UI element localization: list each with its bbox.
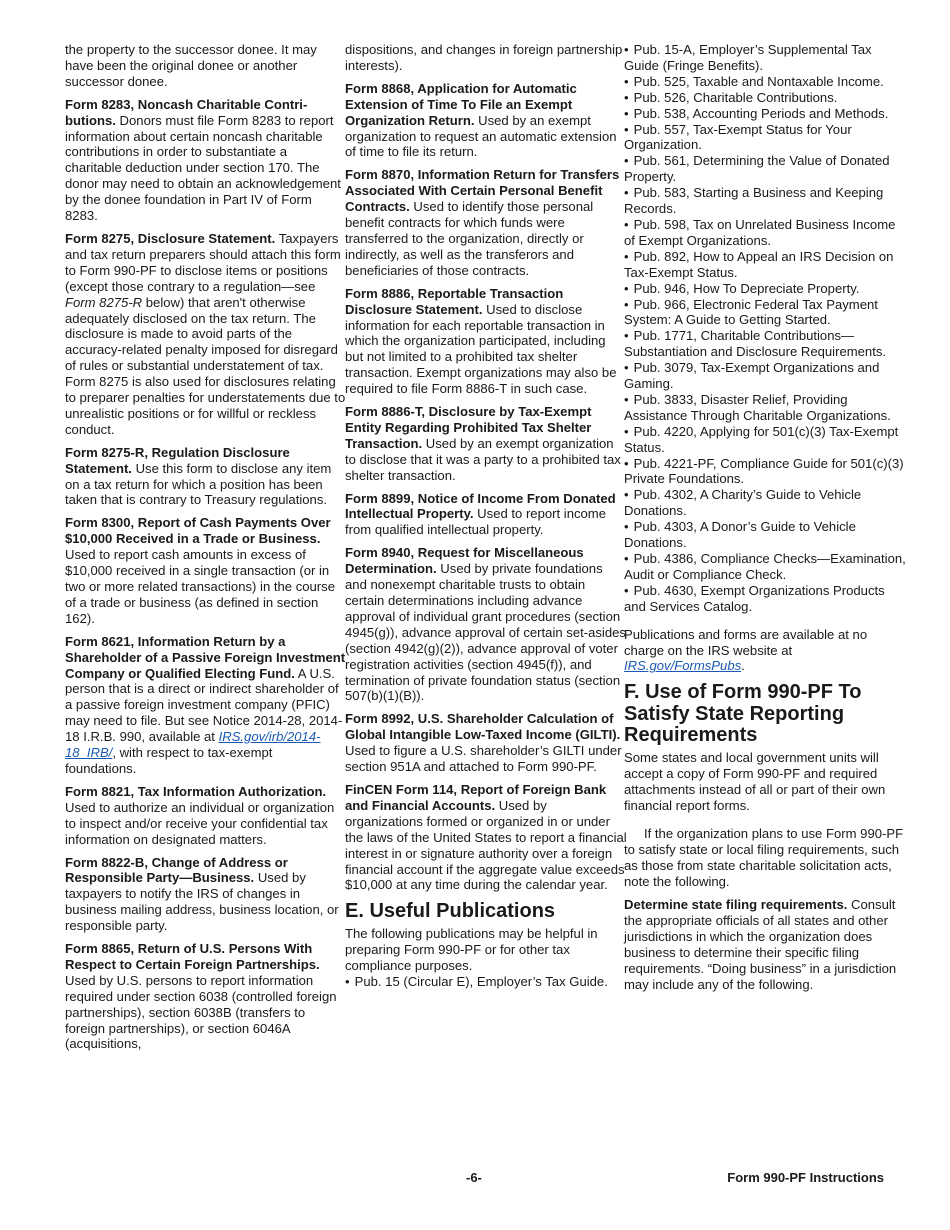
paragraph: dispositions, and changes in foreign partnership interests).	[345, 42, 623, 73]
entry-form-8886-t	[345, 404, 627, 484]
entry-title: Form 8821, Tax Information Authorization.	[65, 783, 327, 799]
column-2	[345, 42, 627, 989]
entry-title: Form 8283, Noncash Charitable Contributions.	[65, 96, 308, 128]
publication-item: • Pub. 557, Tax-Exempt Status for Your Organization.	[624, 122, 906, 154]
publication-item: • Pub. 4303, A Donor’s Guide to Vehicle Donations.	[624, 519, 906, 551]
entry-title: Form 8865, Return of U.S. Persons With Respect to Certain Foreign Partnerships.	[65, 941, 320, 972]
entry-body: Used by U.S. persons to report information required under section 6038 (controlled foreign partnerships), section 6038B (transfers to foreign partnerships), or section 6046A (acquisitions,	[65, 972, 337, 1052]
text: .	[741, 658, 745, 674]
entry-body: Used to authorize an individual or organization to inspect and/or receive your confidential tax information on designated matters.	[65, 799, 335, 847]
entry-title: Form 8868, Application for Automatic Extension of Time To File an Exempt Organization Return.	[345, 80, 577, 128]
entry-body: Taxpayers and tax return preparers should attach this form to Form 990-PF to disclose items or positions (except those contrary to a regulation—see	[65, 230, 341, 294]
entry-title: Form 8870, Information Return for Transfers Associated With Certain Personal Benefit Contracts.	[345, 167, 620, 215]
entry-form-8300	[65, 515, 347, 626]
footer-form-name: Form 990-PF Instructions	[727, 1170, 884, 1185]
section-heading-f: F. Use of Form 990-PF To Satisfy State Reporting Requirements	[624, 681, 862, 747]
publication-item: • Pub. 966, Electronic Federal Tax Payment System: A Guide to Getting Started.	[624, 297, 906, 329]
entry-title: FinCEN Form 114, Report of Foreign Bank and Financial Accounts.	[345, 781, 607, 813]
entry-form-8886	[345, 286, 627, 397]
publication-list	[624, 42, 906, 615]
entry-form-8621	[65, 634, 347, 777]
forms-pubs-link[interactable]: IRS.gov/FormsPubs	[624, 658, 742, 674]
entry-body: Donors must file Form 8283 to report information about certain noncash charitable contributions in order to substantiate a charitable deduction under section 170. The donor may need to obtain an acknowledgement by the donee foundation in Part IV of Form 8283.	[65, 112, 341, 224]
entry-form-8283	[65, 97, 347, 224]
entry-title: Form 8822-B, Change of Address or Responsible Party—Business.	[65, 854, 288, 886]
entry-title: Form 8886-T, Disclosure by Tax-Exempt Entity Regarding Prohibited Tax Shelter Transaction.	[345, 404, 592, 451]
paragraph: Some states and local government units will accept a copy of Form 990-PF and required attachments instead of all or part of their own financial report forms.	[624, 749, 886, 813]
entry-form-8940	[345, 545, 627, 704]
entry-title: Form 8300, Report of Cash Payments Over $10,000 Received in a Trade or Business.	[65, 515, 331, 547]
paragraph: If the organization plans to use Form 990-PF to satisfy state or local filing requirements, such as those from state charitable solicitation acts, note the following.	[624, 826, 904, 890]
entry-title: Form 8940, Request for Miscellaneous Determination.	[345, 545, 584, 577]
entry-fincen-114	[345, 782, 627, 893]
entry-form-8822-b	[65, 855, 347, 935]
publication-item: • Pub. 583, Starting a Business and Keeping Records.	[624, 185, 906, 217]
entry-body: Used by an exempt organization to request an automatic extension of time to file its return.	[345, 112, 617, 160]
publication-item: • Pub. 4386, Compliance Checks—Examination, Audit or Compliance Check.	[624, 551, 906, 583]
entry-body: A U.S. person that is a direct or indirect shareholder of a passive foreign investment company (PFIC) may need to file. But see Notice 2014-28, 2014-18 I.R.B. 990, available at	[65, 665, 343, 745]
paragraph-availability	[624, 627, 906, 675]
publication-item: • Pub. 3833, Disaster Relief, Providing Assistance Through Charitable Organizations.	[624, 392, 906, 424]
entry-form-8821	[65, 784, 347, 848]
entry-body: Used by private foundations and nonexempt charitable trusts to obtain certain determinations including advance approval of individual grant procedures (section 4945(g)), advance approval of certain set-asides (section 4942(g)(2)), advance approval of voter registration activities (section 4945(f)), and termination of private foundation status (section 507(b)(1)(B)).	[345, 561, 626, 704]
entry-body: Use this form to disclose any item on a tax return for which a position has been taken that is contrary to Treasury regulations.	[65, 460, 332, 508]
entry-body: Used by organizations formed or organized in or under the laws of the United States to report a financial interest in or signature authority over a foreign financial account if the aggregate value exceeds $10,000 at any time during the calendar year.	[345, 797, 627, 893]
entry-form-8899	[345, 491, 627, 539]
entry-body: Used to figure a U.S. shareholder’s GILTI under section 951A and attached to Form 990-PF.	[345, 743, 622, 775]
publication-item: • Pub. 15-A, Employer’s Supplemental Tax Guide (Fringe Benefits).	[624, 42, 906, 74]
publication-item: • Pub. 538, Accounting Periods and Methods.	[624, 106, 906, 122]
publication-item: • Pub. 3079, Tax-Exempt Organizations and Gaming.	[624, 360, 906, 392]
entry-title: Determine state filing requirements.	[624, 897, 848, 913]
entry-form-8275-r	[65, 445, 347, 509]
entry-title: Form 8275-R, Regulation Disclosure Statement.	[65, 444, 290, 476]
publication-item: • Pub. 561, Determining the Value of Donated Property.	[624, 153, 906, 185]
publication-item: • Pub. 598, Tax on Unrelated Business Income of Exempt Organizations.	[624, 217, 906, 249]
entry-form-8992	[345, 711, 627, 775]
text: Publications and forms are available at no charge on the IRS website at	[624, 626, 868, 658]
entry-title: Form 8621, Information Return by a Shareholder of a Passive Foreign Investment Company or Qualified Electing Fund.	[65, 633, 346, 681]
entry-body: Used by taxpayers to notify the IRS of changes in business mailing address, business location, or responsible party.	[65, 870, 339, 934]
entry-form-8865	[65, 941, 347, 1052]
entry-title: Form 8899, Notice of Income From Donated Intellectual Property.	[345, 490, 616, 522]
paragraph: The following publications may be helpful in preparing Form 990-PF or for other tax compliance purposes.	[345, 925, 598, 973]
irb-link[interactable]: IRS.gov/irb/2014-18_IRB/	[65, 729, 321, 761]
paragraph: the property to the successor donee. It may have been the original donee or another successor donee.	[65, 42, 317, 89]
entry-body: below) that aren't otherwise adequately disclosed on the tax return. The disclosure is made to avoid parts of the accuracy-related penalty imposed for disregard of rules or substantial understatement of tax. Form 8275 is also used for disclosures relating to preparer penalties for understatements due to unrealistic positions or for willful or reckless conduct.	[65, 294, 346, 437]
page-number: -6-	[466, 1170, 482, 1185]
entry-body: Used to identify those personal benefit contracts for which funds were transferred to the organization, directly or indirectly, as well as the transferors and beneficiaries of those contracts.	[345, 199, 594, 278]
column-1	[65, 42, 347, 1059]
publication-item: • Pub. 15 (Circular E), Employer’s Tax Guide.	[345, 974, 627, 990]
entry-body: , with respect to tax-exempt foundations.	[65, 745, 273, 776]
entry-title: Form 8275, Disclosure Statement.	[65, 230, 276, 246]
publication-item: • Pub. 4630, Exempt Organizations Products and Services Catalog.	[624, 583, 906, 615]
entry-title: Form 8992, U.S. Shareholder Calculation of Global Intangible Low-Taxed Income (GILTI).	[345, 711, 621, 743]
entry-form-8870	[345, 167, 627, 278]
entry-reference: Form 8275-R	[65, 294, 143, 310]
entry-body: Used to disclose information for each reportable transaction in which the organization participated, including but not limited to a prohibited tax shelter transaction. Exempt organizations may also be required to file Form 8886-T in such case.	[345, 301, 617, 397]
entry-body: Consult the appropriate officials of all states and other jurisdictions in which the organization does business to determine their specific filing requirements. “Doing business” in a jurisdiction may include any of the following.	[624, 897, 897, 992]
entry-form-8868	[345, 81, 627, 161]
publication-item: • Pub. 525, Taxable and Nontaxable Income.	[624, 74, 906, 90]
publication-item: • Pub. 4302, A Charity’s Guide to Vehicle Donations.	[624, 487, 906, 519]
entry-body: Used to report income from qualified intellectual property.	[345, 506, 606, 538]
entry-state-requirements	[624, 897, 906, 992]
publication-item: • Pub. 526, Charitable Contributions.	[624, 90, 906, 106]
publication-item: • Pub. 4221-PF, Compliance Guide for 501(c)(3) Private Foundations.	[624, 456, 906, 488]
spacer	[624, 615, 906, 627]
entry-body: Used to report cash amounts in excess of $10,000 received in a single transaction (or in two or more related transactions) in the course of a trade or business (as defined in section 162).	[65, 547, 336, 626]
publication-item: • Pub. 892, How to Appeal an IRS Decision on Tax-Exempt Status.	[624, 249, 906, 281]
publication-item: • Pub. 946, How To Depreciate Property.	[624, 281, 906, 297]
entry-title: Form 8886, Reportable Transaction Disclosure Statement.	[345, 285, 564, 317]
publication-item: • Pub. 1771, Charitable Contributions—Substantiation and Disclosure Requirements.	[624, 328, 906, 360]
section-heading-e: E. Useful Publications	[345, 900, 556, 923]
publication-item: • Pub. 4220, Applying for 501(c)(3) Tax-Exempt Status.	[624, 424, 906, 456]
column-3	[624, 42, 906, 1000]
entry-body: Used by an exempt organization to disclose that it was a party to a prohibited tax shelter transaction.	[345, 435, 621, 483]
entry-form-8275	[65, 231, 347, 438]
